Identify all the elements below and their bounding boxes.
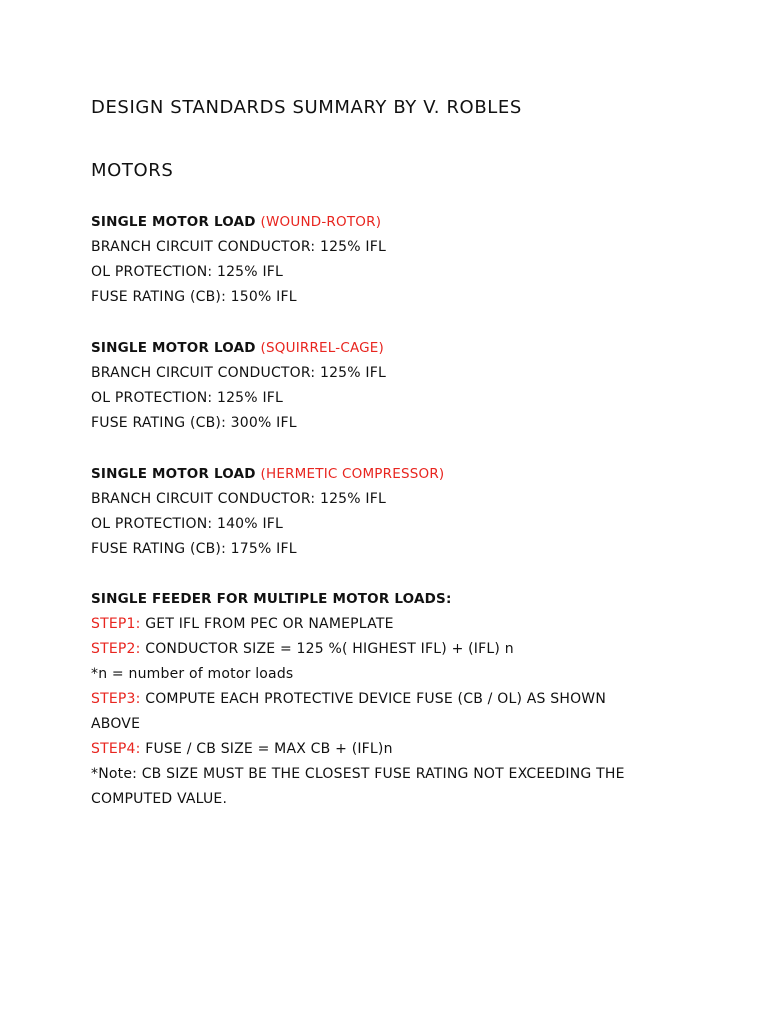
fuse-rating-line: FUSE RATING (CB): 175% IFL: [91, 541, 297, 557]
step4-label: STEP4:: [91, 741, 141, 757]
step3-line: [91, 687, 691, 712]
cb-size-note-line1: *Note: CB SIZE MUST BE THE CLOSEST FUSE RATING NOT EXCEEDING THE: [91, 766, 625, 782]
wound-rotor-heading: [91, 210, 691, 235]
ol-protection-line: OL PROTECTION: 140% IFL: [91, 516, 284, 532]
branch-conductor-line: BRANCH CIRCUIT CONDUCTOR: 125% IFL: [91, 239, 387, 255]
step1-label: STEP1:: [91, 616, 141, 632]
fuse-rating-line: FUSE RATING (CB): 150% IFL: [91, 289, 297, 305]
step3-label: STEP3:: [91, 691, 141, 707]
n-definition-note: *n = number of motor loads: [91, 666, 294, 682]
feeder-heading: SINGLE FEEDER FOR MULTIPLE MOTOR LOADS:: [91, 591, 452, 607]
hermetic-heading: [91, 462, 691, 487]
hermetic-compressor-block: [91, 462, 691, 562]
branch-conductor-line: BRANCH CIRCUIT CONDUCTOR: 125% IFL: [91, 491, 387, 507]
step2-text: CONDUCTOR SIZE = 125 %( HIGHEST IFL) + (IFL) n: [145, 641, 514, 657]
section-heading-motors: MOTORS: [91, 160, 174, 181]
step3-continuation: ABOVE: [91, 716, 141, 732]
motor-type-label: (HERMETIC COMPRESSOR): [260, 466, 445, 482]
heading-text: SINGLE MOTOR LOAD: [91, 214, 256, 230]
branch-conductor-line: BRANCH CIRCUIT CONDUCTOR: 125% IFL: [91, 365, 387, 381]
ol-protection-line: OL PROTECTION: 125% IFL: [91, 390, 284, 406]
step3-text: COMPUTE EACH PROTECTIVE DEVICE FUSE (CB / OL) AS SHOWN: [145, 691, 607, 707]
heading-text: SINGLE MOTOR LOAD: [91, 466, 256, 482]
step2-label: STEP2:: [91, 641, 141, 657]
fuse-rating-line: FUSE RATING (CB): 300% IFL: [91, 415, 297, 431]
step1-text: GET IFL FROM PEC OR NAMEPLATE: [145, 616, 394, 632]
step4-line: [91, 737, 691, 762]
heading-text: SINGLE MOTOR LOAD: [91, 340, 256, 356]
step1-line: [91, 612, 691, 637]
step2-line: [91, 637, 691, 662]
ol-protection-line: OL PROTECTION: 125% IFL: [91, 264, 284, 280]
motor-type-label: (SQUIRREL-CAGE): [260, 340, 384, 356]
feeder-block: [91, 587, 691, 812]
squirrel-cage-block: [91, 336, 691, 436]
motor-type-label: (WOUND-ROTOR): [260, 214, 382, 230]
document-title: DESIGN STANDARDS SUMMARY BY V. ROBLES: [91, 97, 522, 118]
cb-size-note-line2: COMPUTED VALUE.: [91, 791, 228, 807]
step4-text: FUSE / CB SIZE = MAX CB + (IFL)n: [145, 741, 393, 757]
wound-rotor-block: [91, 210, 691, 310]
squirrel-cage-heading: [91, 336, 691, 361]
